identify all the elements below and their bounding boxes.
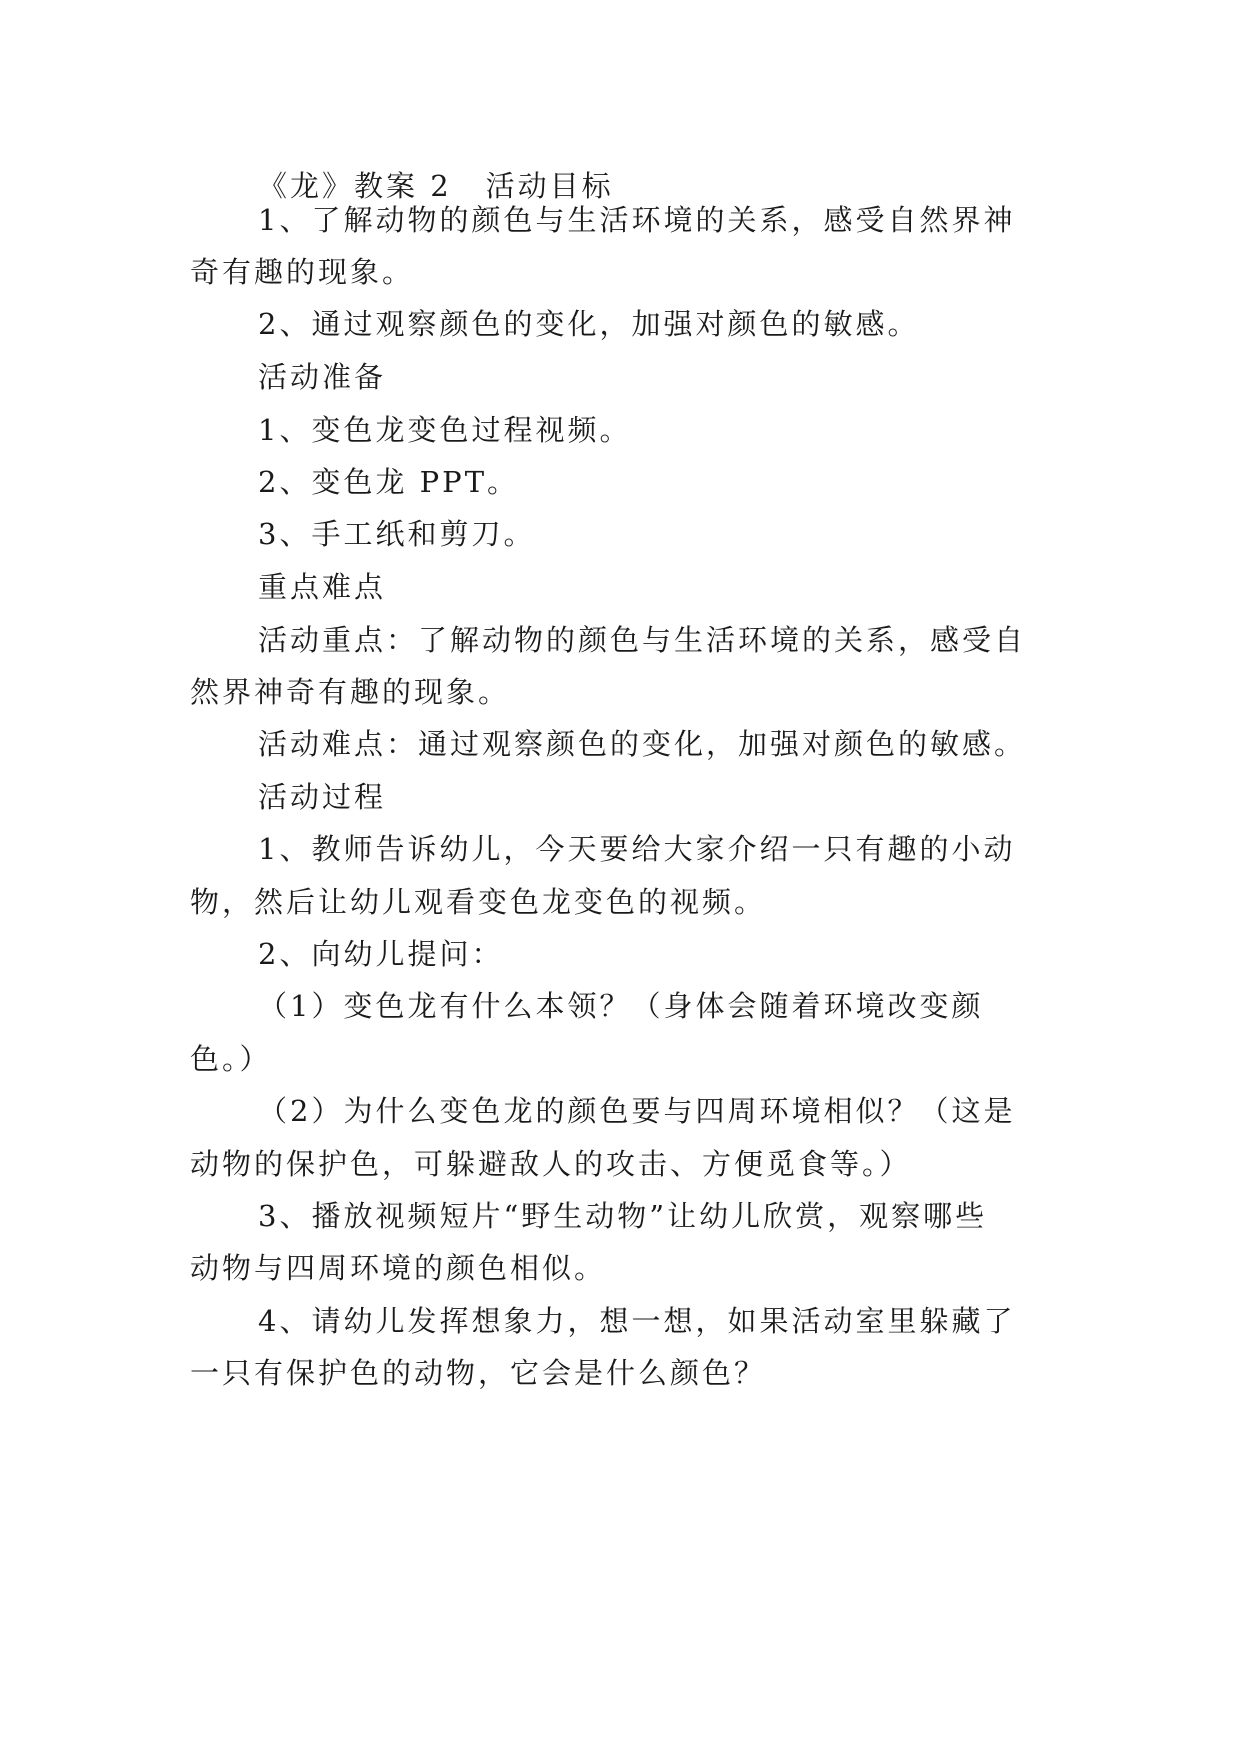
process-2-question-2-line-1: （2）为什么变色龙的颜色要与四周环境相似？（这是 — [258, 1094, 1016, 1128]
process-2-question-2-line-2: 动物的保护色，可躲避敌人的攻击、方便觅食等。） — [190, 1147, 912, 1181]
process-3-line-2: 动物与四周环境的颜色相似。 — [190, 1251, 607, 1285]
document-title: 《龙》教案 2 — [258, 169, 452, 203]
process-4-line-2: 一只有保护色的动物，它会是什么颜色？ — [190, 1356, 767, 1390]
process-4-line-1: 4、请幼儿发挥想象力，想一想，如果活动室里躲藏了 — [258, 1304, 1016, 1338]
process-1-line-1: 1、教师告诉幼儿，今天要给大家介绍一只有趣的小动 — [258, 832, 1016, 866]
section-heading-prep: 活动准备 — [258, 360, 387, 394]
process-2-question-1-line-2: 色。） — [190, 1042, 272, 1076]
section-heading-process: 活动过程 — [258, 780, 387, 814]
key-focus-line-1: 活动重点：了解动物的颜色与生活环境的关系，感受自 — [258, 623, 1027, 657]
goal-1-line-1: 1、了解动物的颜色与生活环境的关系，感受自然界神 — [258, 203, 1016, 237]
process-3-line-1: 3、播放视频短片“野生动物”让幼儿欣赏，观察哪些 — [258, 1199, 988, 1233]
section-heading-key: 重点难点 — [258, 570, 387, 604]
process-2: 2、向幼儿提问： — [258, 937, 504, 971]
prep-item-3: 3、手工纸和剪刀。 — [258, 517, 536, 551]
key-difficulty: 活动难点：通过观察颜色的变化，加强对颜色的敏感。 — [258, 727, 1027, 761]
goal-2: 2、通过观察颜色的变化，加强对颜色的敏感。 — [258, 307, 920, 341]
prep-item-2: 2、变色龙 PPT。 — [258, 465, 520, 499]
process-1-line-2: 物，然后让幼儿观看变色龙变色的视频。 — [190, 885, 767, 919]
section-heading-goal: 活动目标 — [485, 169, 614, 203]
prep-item-1: 1、变色龙变色过程视频。 — [258, 413, 632, 447]
key-focus-line-2: 然界神奇有趣的现象。 — [190, 675, 511, 709]
goal-1-line-2: 奇有趣的现象。 — [190, 255, 415, 289]
process-2-question-1-line-1: （1）变色龙有什么本领？（身体会随着环境改变颜 — [258, 989, 984, 1023]
